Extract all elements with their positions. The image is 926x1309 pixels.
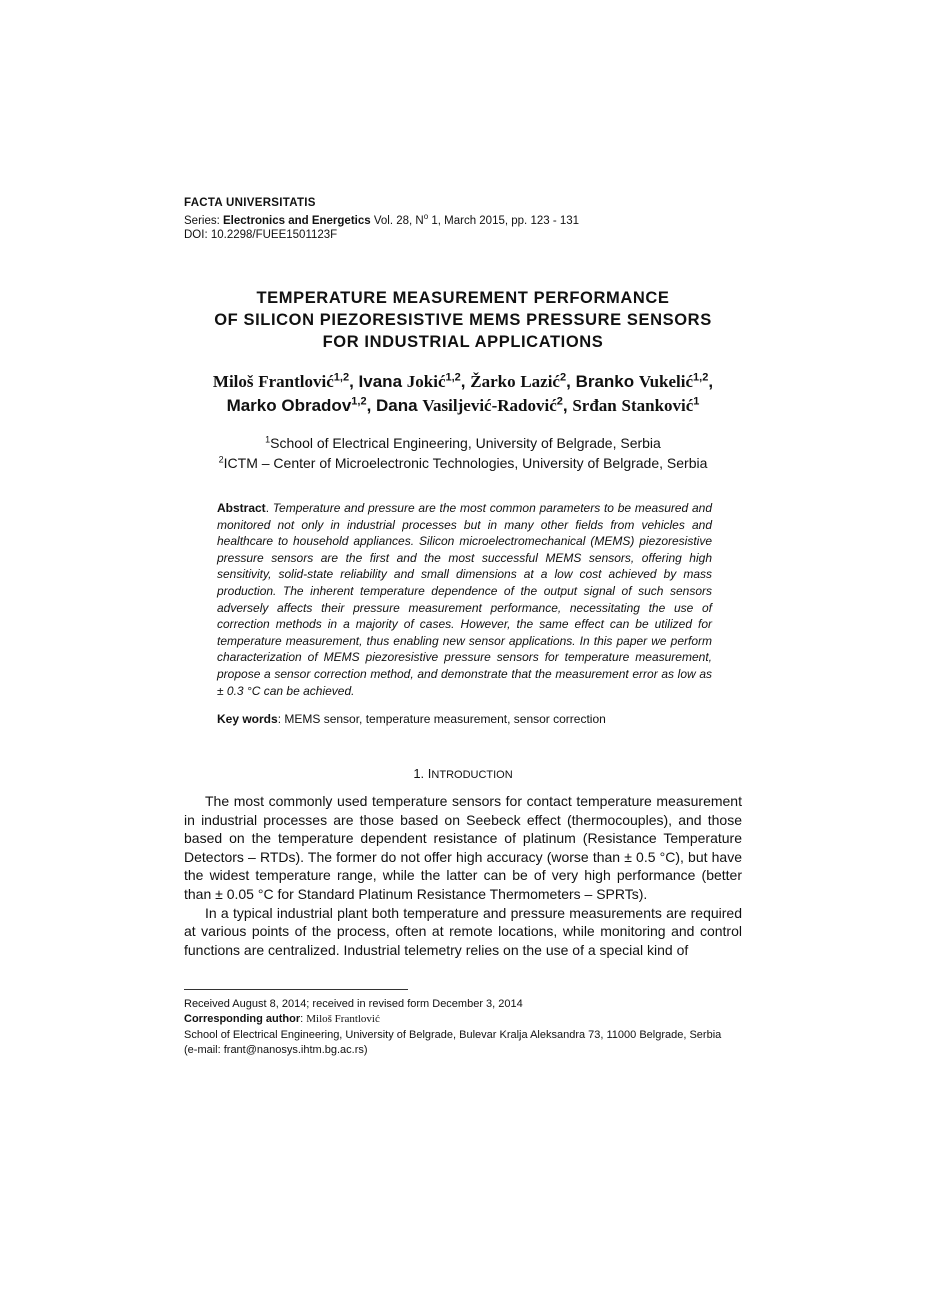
author-affiliation-mark: 1,2	[351, 395, 367, 408]
author-affiliation-mark: 1	[693, 395, 700, 408]
author-last-name: Vasiljević-Radović	[422, 396, 557, 415]
affiliation-line	[150, 453, 776, 473]
author-last-name: Frantlović	[258, 372, 334, 391]
affiliation-number: 1	[265, 434, 271, 445]
abstract-text: Temperature and pressure are the most common parameters to be measured and monitored not only in industrial processes but in many other fields from vehicles and healthcare to household appliances. Silicon microelectromechanical (MEMS) piezoresistive pressure sensors are the first and the most successful MEMS sensors, offering high sensitivity, solid-state reliability and small dimensions at a low cost achieved by mass production. The inherent temperature dependence of the output signal of such sensors adversely affects their pressure measurement performance, necessitating the use of correction methods in a majority of cases. However, the same effect can be utilized for temperature measurement, thus enabling new sensor applications. In this paper we perform characterization of MEMS piezoresistive pressure sensors for temperature measurement, propose a sensor correction method, and demonstrate that the measurement error as low as ± 0.3 °C can be achieved.	[217, 501, 713, 698]
author-last-name: Vukelić	[638, 372, 694, 391]
corresponding-email: (e-mail: frant@nanosys.ihtm.bg.ac.rs)	[184, 1043, 368, 1056]
journal-doi: DOI: 10.2298/FUEE1501123F	[184, 228, 338, 241]
affiliation-text: ICTM – Center of Microelectronic Technologies, University of Belgrade, Serbia	[223, 455, 708, 471]
author-last-name: Jokić	[406, 372, 446, 391]
author-affiliation-mark: 2	[559, 371, 567, 384]
author-last-name: Lazić	[520, 372, 560, 391]
section-initial: I	[427, 766, 432, 781]
author-affiliation-mark: 2	[556, 395, 563, 408]
author-first-name: Branko	[575, 372, 635, 391]
author-first-name: Žarko	[470, 372, 516, 391]
paper-title	[150, 287, 776, 353]
journal-header	[184, 196, 579, 242]
body-paragraph: The most commonly used temperature sensors for contact temperature measurement in industrial processes are those based on Seebeck effect (thermocouples), and those based on the temperature dependent resistance of platinum (Resistance Temperature Detectors – RTDs). The former do not offer high accuracy (worse than ± 0.5 °C), but have the widest temperature range, while the latter can be of very high performance (better than ± 0.05 °C for Standard Platinum Resistance Thermometers – SPRTs).	[184, 793, 742, 902]
affiliation-number: 2	[218, 454, 224, 465]
title-line: TEMPERATURE MEASUREMENT PERFORMANCE	[256, 289, 670, 307]
footnotes	[184, 997, 744, 1058]
corresponding-name: Miloš Frantlović	[306, 1013, 380, 1026]
corresponding-address: School of Electrical Engineering, University of Belgrade, Bulevar Kralja Aleksandra 73, 11000 Belgrade, Serbia	[184, 1028, 722, 1041]
volume-post: 1, March 2015, pp. 123 - 131	[428, 214, 580, 227]
author-first-name: Miloš	[212, 372, 254, 391]
body-paragraph: In a typical industrial plant both temperature and pressure measurements are required at various points of the process, often at remote locations, while monitoring and control functions are centralized. Industrial telemetry relies on the use of a special kind of	[184, 904, 742, 958]
volume-pre: Vol. 28, N	[370, 214, 424, 227]
keywords-label: Key words	[217, 712, 278, 726]
keywords: Key words: MEMS sensor, temperature measurement, sensor correction	[217, 712, 606, 726]
title-line: OF SILICON PIEZORESISTIVE MEMS PRESSURE SENSORS	[214, 311, 712, 329]
author-last-name: Stanković	[621, 396, 694, 415]
volume-sup: o	[423, 212, 429, 221]
title-line: FOR INDUSTRIAL APPLICATIONS	[322, 333, 604, 351]
author-first-name: Dana	[376, 396, 418, 415]
author-line-2: Marko Obradov$^{1,2}$, Dana Vasiljević-Radović$^2$, Srđan Stanković$^1$	[226, 395, 700, 415]
section-heading	[184, 765, 742, 784]
author-first-name: Ivana	[358, 372, 403, 391]
author-affiliation-mark: 1,2	[445, 371, 461, 384]
abstract-label: Abstract	[217, 501, 266, 515]
author-first-name: Srđan	[572, 396, 617, 415]
body-text	[184, 792, 742, 959]
author-affiliation-mark: 1,2	[693, 371, 709, 384]
abstract: Abstract. Temperature and pressure are the most common parameters to be measured and monitored not only in industrial processes but in many other fields from vehicles and healthcare to household appliances. Silicon microelectromechanical (MEMS) piezoresistive pressure sensors are the first and the most successful MEMS sensors, offering high sensitivity, solid-state reliability and small dimensions at a low cost achieved by mass production. The inherent temperature dependence of the output signal of such sensors adversely affects their pressure measurement performance, necessitating the use of correction methods in a majority of cases. However, the same effect can be utilized for temperature measurement, thus enabling new sensor applications. In this paper we perform characterization of MEMS piezoresistive pressure sensors for temperature measurement, propose a sensor correction method, and demonstrate that the measurement error as low as ± 0.3 °C can be achieved.	[217, 501, 713, 698]
journal-name: FACTA UNIVERSITATIS	[184, 197, 316, 209]
corresponding-author: Corresponding author: Miloš Frantlović	[184, 1013, 380, 1026]
keywords-text: MEMS sensor, temperature measurement, sensor correction	[284, 712, 606, 726]
author-last-name: Obradov	[281, 396, 352, 415]
received-dates: Received August 8, 2014; received in revised form December 3, 2014	[184, 998, 523, 1010]
footnote-rule	[184, 989, 408, 990]
author-list	[150, 370, 776, 418]
author-first-name: Marko	[226, 396, 277, 415]
journal-series-line	[184, 210, 579, 228]
affiliations	[150, 433, 776, 473]
affiliation-line	[150, 433, 776, 453]
affiliation-text: School of Electrical Engineering, University of Belgrade, Serbia	[270, 435, 661, 451]
author-affiliation-mark: 1,2	[333, 371, 350, 384]
section-title-rest: NTRODUCTION	[431, 769, 513, 781]
series-prefix: Series:	[184, 214, 223, 227]
series-name: Electronics and Energetics	[223, 214, 371, 227]
corresponding-label: Corresponding author	[184, 1013, 301, 1026]
section-number: 1.	[413, 766, 428, 781]
author-line-1: Miloš Frantlović$^{1,2}$, Ivana Jokić$^{1,2}$, Žarko Lazić$^2$, Branko Vukelić$^{1,2}$,	[212, 371, 714, 391]
